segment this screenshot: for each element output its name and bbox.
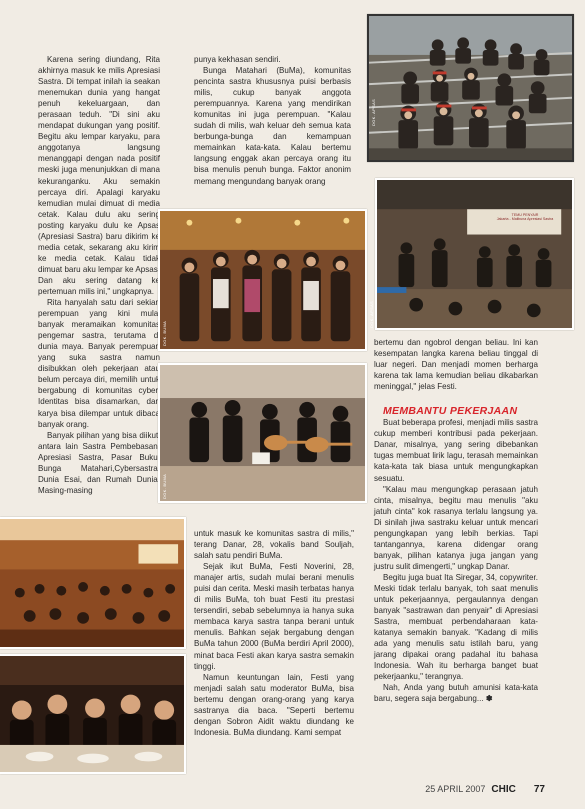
photo-group-indoor-image xyxy=(160,211,365,349)
photo-group-bleachers-image xyxy=(369,16,572,160)
page-number: 77 xyxy=(533,784,545,795)
photo-guitar-performance xyxy=(158,363,367,503)
paragraph: Namun keuntungan lain, Festi yang menjadi salah satu moderator BuMa, bisa bertemu dengan orang-orang yang karya sastranya dia baca. "Seperti bertemu dengan Sobron Aidit waktu diundang ke Indonesia. BuMa diundang. Kami sempat xyxy=(194,672,354,737)
paragraph: Begitu juga buat Ita Siregar, 34, copywriter. Meski tidak terlalu banyak, toh saat menulis untuk pekerjaannya, pergaulannya dengan banyak "sastrawan dan penyair" di Apresiasi Sastra, membuat perbendaharaan kata-katanya semakin banyak. "Kadang di milis ada yang menulis satu istilah baru, yang jarang dipakai orang padahal itu bahasa Indonesia. Wah itu berharga banget buat pekerjaanku," terangnya. xyxy=(374,572,538,682)
article-column-3 xyxy=(194,528,354,738)
photo-credit: DOK. APSAS xyxy=(369,300,374,328)
photo-guitar-performance-image xyxy=(160,365,365,501)
photo-stage-performance xyxy=(369,178,574,330)
paragraph: Sejak ikut BuMa, Festi Noverini, 28, manajer artis, sudah mulai berani menulis puisi dan cerita. Meski masih terbatas hanya di milis BuMa, toh buat Festi itu prestasi tersendiri, sebab sebelumnya ia hanya suka membaca karya sastra tanpa berani untuk menulis. Bahkan sejak bergabung dengan BuMa tahun 2000 (BuMa berdiri April 2000), minat baca Festi akan karya sastra semakin tinggi. xyxy=(194,562,354,671)
photo-stage-performance-image xyxy=(377,180,572,328)
magazine-brand: CHIC xyxy=(491,784,516,795)
photo-crowd-event xyxy=(0,517,186,649)
photo-credit: DOK. BUMA xyxy=(162,473,167,499)
article-column-1 xyxy=(38,54,160,496)
paragraph: Banyak pilihan yang bisa diikuti antara lain Sastra Pembebasan, Apresiasi Sastra, Pasar Buku, Bunga Matahari,Cybersastra, Dunia Esai, dan Rumah Dunia. Masing-masing xyxy=(38,430,160,495)
paragraph: Rita hanyalah satu dari sekian perempuan yang kini mulai banyak meramaikan komunitas pengemar sastra, terutama di dunia maya. Banyak perempuan yang suka sastra namun disibukkan oleh pekerjaan atau belum percaya diri, memilih untuk bergabung di komunitas cyber. Identitas bisa disamarkan, dan karya bisa dilempar untuk dibaca banyak orang. xyxy=(38,298,160,429)
photo-credit: DOK. APSAS xyxy=(371,98,376,126)
section-heading: MEMBANTU PEKERJAAN xyxy=(383,405,518,418)
photo-group-indoor xyxy=(158,209,367,351)
article-column-4 xyxy=(374,337,538,705)
photo-dinner-table-image xyxy=(0,656,184,772)
issue-date: 25 APRIL 2007 xyxy=(425,784,486,794)
paragraph: bertemu dan ngobrol dengan beliau. Ini kan kesempatan langka karena beliau tinggal di luar negeri. Dan menjadi momen berharga karena tak lama kemudian beliau dikabarkan meninggal," jelas Festi. xyxy=(374,338,538,392)
paragraph: Karena sering diundang, Rita akhirnya masuk ke milis Apresiasi Sastra. Di tempat inilah ia seakan menemukan dunia yang hangat penuh kekeluargaan, dan perasaan teduh. "Di sini aku mendapat dukungan yang positif. Begitu aku lempar karyaku, para anggotanya langsung menanggapi dengan nada positif meski juga menunjukkan di mana kekuranganku. Aku semakin percaya diri. Apalagi karyaku kemudian mulai dimuat di media cetak. Kalau dulu aku sering posting karyaku dulu ke Apsas (Apresiasi Sastra) baru dikirim ke media cetak, sekarang aku kirim ke media cetak. Kalau tidak dimuat baru aku lempar ke Apsas. Dan aku sering datang ke pertemuan milis ini," ungkapnya. xyxy=(38,55,160,296)
article-column-2 xyxy=(194,54,351,187)
closing-text: Nah, Anda yang butuh amunisi kata-kata baru, segera saja bergabung... xyxy=(374,683,538,704)
paragraph: untuk masuk ke komunitas sastra di milis," terang Danar, 28, vokalis band Souljah, salah satu pendiri BuMa. xyxy=(194,529,354,561)
page-footer xyxy=(425,784,545,795)
paragraph: Bunga Matahari (BuMa), komunitas pencinta sastra khususnya puisi berbasis milis, cukup banyak anggota perempuannya. Karena yang mendirikan komunitas ini juga perempuan. "Kalau sudah di milis, wah keluar deh semua kata berbunga-bunga dan kemampuan memainkan kata-kata. Kalau bertemu langsung enggak akan percaya orang itu bisa menulis penuh bunga. Faktor anonim memang mengundang banyak orang xyxy=(194,66,351,186)
end-mark-icon: ✽ xyxy=(485,694,493,704)
photo-credit: DOK. BUMA xyxy=(162,320,167,346)
paragraph xyxy=(374,682,538,704)
event-banner-text: TEMU PENYAIR Jakarta - Malibuna Apresiasi Sastra xyxy=(496,213,554,222)
paragraph: punya kekhasan sendiri. xyxy=(194,55,281,64)
photo-group-bleachers xyxy=(367,14,574,162)
paragraph: "Kalau mau mengungkap perasaan jatuh cinta, misalnya, begitu mau menulis "aku jatuh cinta" kok rasanya terlalu langsung ya. Di sinilah jiwa sastraku keluar untuk mencari pengungkapan yang lebih berkias. Tapi tantangannya, karena didengar orang banyak, pilihan katanya juga jangan yang justru sulit dimengerti," ungkap Danar. xyxy=(374,484,538,571)
paragraph: Buat beberapa profesi, menjadi milis sastra cukup memberi kontribusi pada pekerjaan. Danar, misalnya, yang sering dibebankan tugas membuat lirik lagu, terasah memainkan kata-kata tak biasa untuk mengungkapkan sesuatu. xyxy=(374,418,538,483)
photo-dinner-table xyxy=(0,654,186,774)
photo-crowd-event-image xyxy=(0,519,184,647)
